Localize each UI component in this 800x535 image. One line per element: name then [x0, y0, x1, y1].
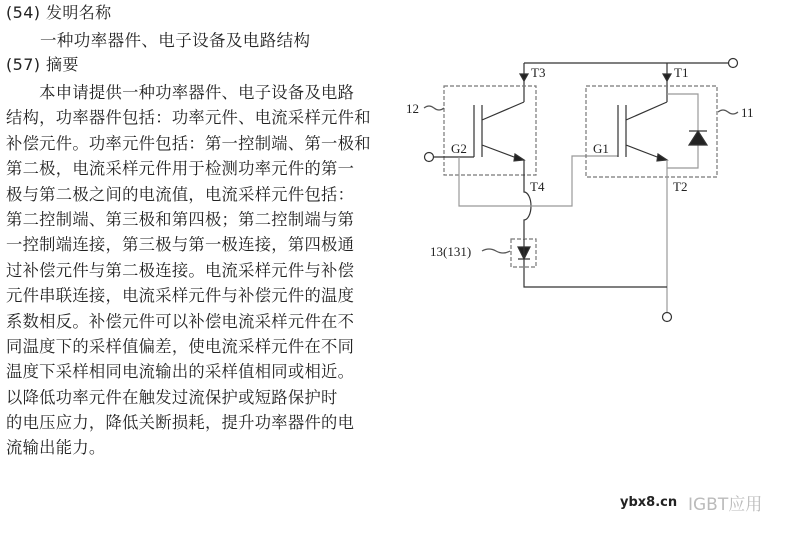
abstract-line: 本申请提供一种功率器件、电子设备及电路: [6, 83, 355, 102]
abstract-line: 以降低功率元件在触发过流保护或短路保护时: [6, 387, 338, 407]
section-heading: 摘要: [45, 55, 79, 74]
abstract-line: 补偿元件。功率元件包括：第一控制端、第一极和: [6, 133, 371, 153]
label-12: 12: [406, 101, 419, 116]
label-13: 13(131): [430, 244, 472, 259]
freewheel-diode: [689, 131, 707, 145]
igbt1: [618, 102, 667, 160]
t4-wire: [524, 160, 531, 239]
watermark-site: ybx8.cn: [620, 495, 678, 510]
bottom-wire: [524, 239, 667, 287]
abstract-line: 元件串联连接，电流采样元件与补偿元件的温度: [6, 286, 355, 306]
leader-13: [482, 249, 510, 253]
abstract-line: 系数相反。补偿元件可以补偿电流采样元件在不: [6, 311, 355, 331]
t1-arrow: [663, 74, 671, 81]
t3-arrow: [520, 74, 528, 81]
terminal-g2: [425, 153, 434, 162]
abstract-line: 结构，功率器件包括：功率元件、电流采样元件和: [6, 108, 371, 128]
section-code: (57): [6, 55, 41, 74]
abstract-line: 一控制端连接，第三极与第一极连接，第四极通: [6, 235, 355, 255]
igbt2-emitter-arrow: [514, 154, 524, 161]
abstract-line: 同温度下的采样值偏差，使电流采样元件在不同: [6, 336, 355, 356]
terminal-bottom: [663, 313, 672, 322]
label-t2: T2: [673, 179, 688, 194]
label-t1: T1: [674, 65, 689, 80]
abstract-line: 流输出能力。: [6, 438, 106, 458]
label-t3: T3: [531, 65, 546, 80]
leader-11: [718, 110, 738, 114]
igbt2: [474, 102, 524, 160]
box-12: [444, 86, 536, 175]
leader-12: [424, 106, 444, 110]
label-g1: G1: [593, 141, 609, 156]
section-heading: 发明名称: [45, 3, 112, 22]
watermark-account: IGBT应用: [688, 495, 763, 515]
terminal-top: [729, 59, 738, 68]
abstract-line: 极与第二极之间的电流值，电流采样元件包括：: [6, 184, 355, 204]
invention-title: 一种功率器件、电子设备及电路结构: [40, 31, 311, 50]
label-11: 11: [741, 105, 754, 120]
abstract-line: 过补偿元件与第二极连接。电流采样元件与补偿: [6, 260, 355, 280]
section-code: (54): [6, 3, 41, 22]
igbt1-emitter-arrow: [657, 154, 667, 161]
label-t4: T4: [530, 179, 545, 194]
abstract-line: 第二控制端、第三极和第四极；第二控制端与第: [6, 209, 355, 229]
abstract-line: 第二极，电流采样元件用于检测功率元件的第一: [6, 159, 355, 179]
abstract-line: 的电压应力，降低关断损耗，提升功率器件的电: [6, 413, 355, 433]
label-g2: G2: [451, 141, 467, 156]
abstract-line: 温度下采样相同电流输出的采样值相同或相近。: [6, 362, 355, 382]
